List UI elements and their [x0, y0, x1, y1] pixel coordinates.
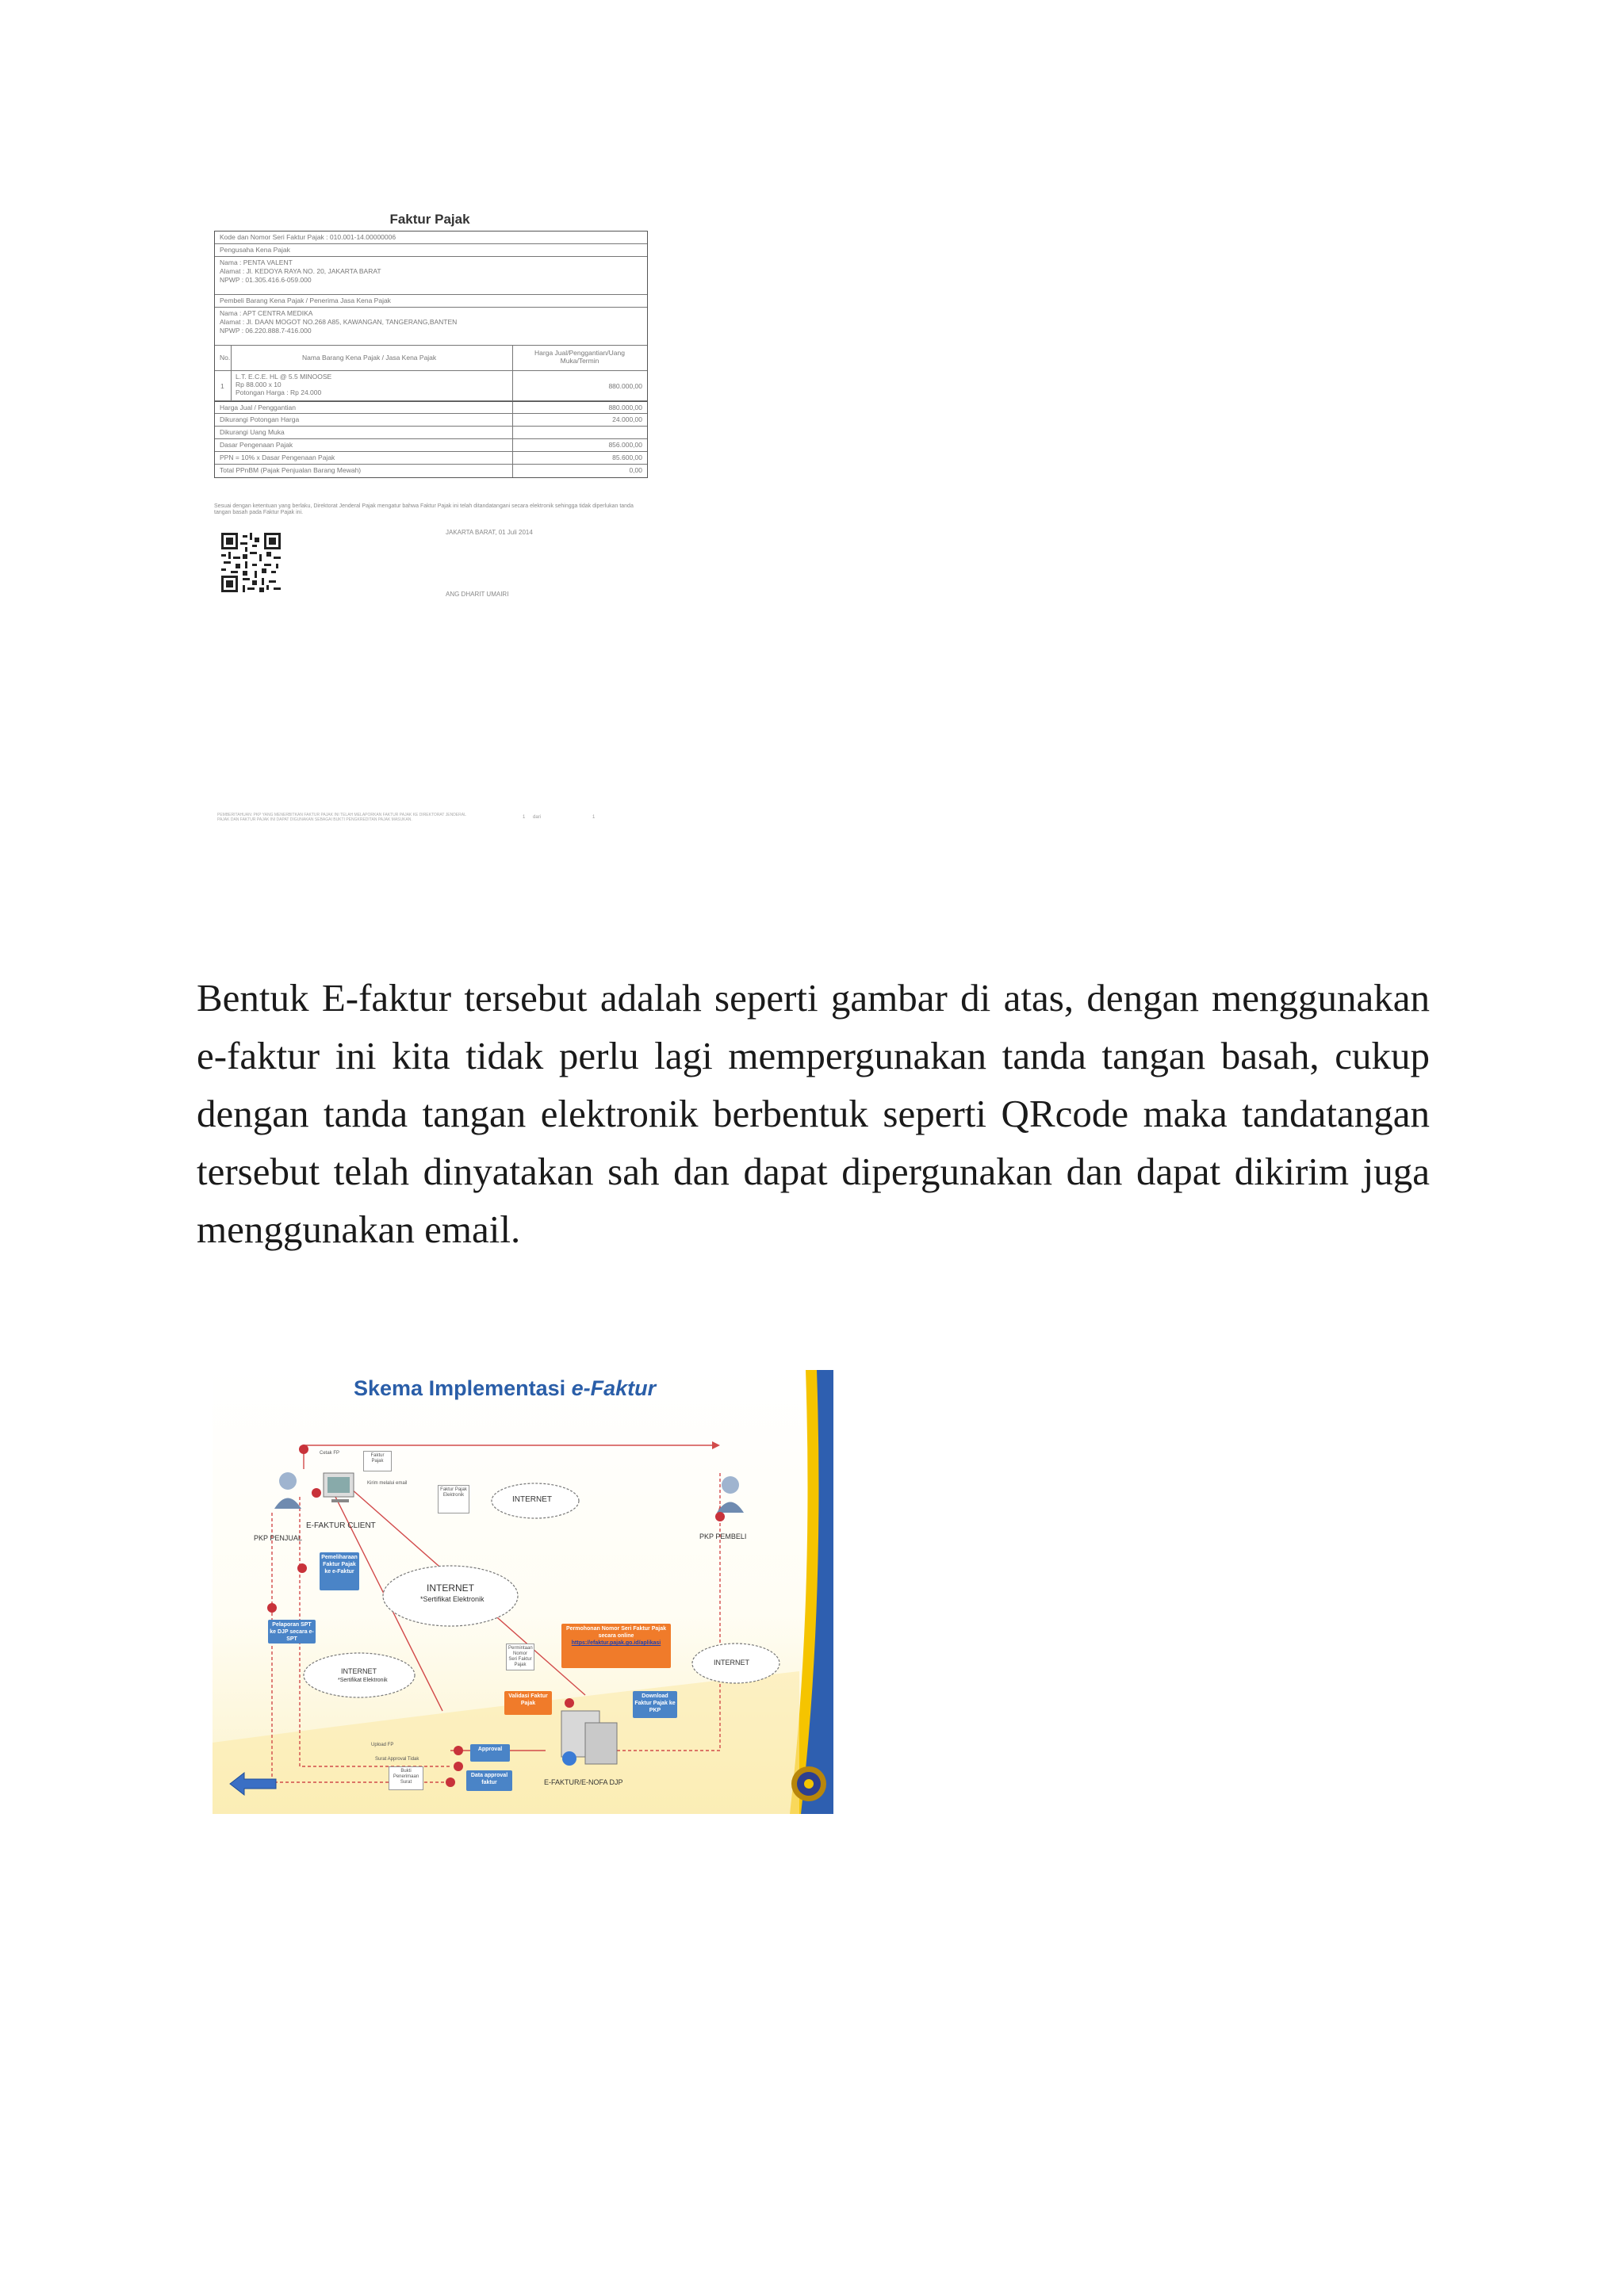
faktur-pkp-npwp: NPWP : 01.305.416.6-059.000	[220, 276, 312, 284]
faktur-table	[214, 231, 648, 478]
faktur-col-nama: Nama Barang Kena Pajak / Jasa Kena Pajak	[302, 354, 437, 362]
faktur-dpp: Dasar Pengenaan Pajak	[220, 441, 293, 449]
faktur-item-row	[215, 371, 647, 401]
server-label: E-FAKTUR/E-NOFA DJP	[544, 1778, 623, 1786]
internet-sub-2: *Sertifikat Elektronik	[420, 1595, 485, 1603]
permohonan-box	[561, 1624, 671, 1668]
internet-label-1: INTERNET	[512, 1495, 552, 1504]
faktur-item-potongan: Potongan Harga : Rp 24.000	[236, 388, 322, 396]
faktur-item-harga: 880.000,00	[608, 382, 642, 390]
faktur-row	[215, 308, 647, 346]
faktur-row	[215, 465, 647, 477]
faktur-item-no: 1	[220, 382, 224, 390]
faktur-page-total: 1	[592, 815, 596, 820]
faktur-uang-muka: Dikurangi Uang Muka	[220, 428, 285, 436]
body-paragraph: Bentuk E-faktur tersebut adalah seperti gambar di atas, dengan menggunakan e-faktur ini kita tidak perlu lagi mempergunakan tanda tangan basah, cukup dengan tanda tangan elektronik berbentuk seperti QRcode maka tandatangan tersebut telah dinyatakan sah dan dapat dipergunakan dan dapat dikirim juga menggunakan email.	[197, 976, 1430, 1251]
surat-approval-label: Surat Approval Tidak	[375, 1757, 419, 1762]
skema-diagram	[213, 1370, 833, 1814]
internet-label-3: INTERNET	[341, 1667, 377, 1675]
faktur-ppnbm-amt: 0,00	[629, 466, 642, 474]
faktur-row	[215, 401, 647, 414]
computer-icon	[324, 1473, 354, 1502]
faktur-row	[215, 244, 647, 257]
faktur-kode-seri: Kode dan Nomor Seri Faktur Pajak : 010.001-14.00000006	[220, 233, 396, 241]
faktur-ppn-amt: 85.600,00	[612, 453, 642, 461]
bukti-paper: Bukti Penerimaan Surat	[389, 1766, 423, 1790]
faktur-pkp-alamat: Alamat : Jl. KEDOYA RAYA NO. 20, JAKARTA BARAT	[220, 267, 381, 275]
skema-title-italic: e-Faktur	[571, 1376, 657, 1400]
internet-label-4: INTERNET	[714, 1659, 749, 1667]
notifikasi-box: Data approval faktur	[466, 1770, 512, 1791]
upload-fp-label: Upload FP	[371, 1743, 394, 1747]
permintaan-nsfp-paper: Permintaan Nomor Seri Faktur Pajak	[506, 1644, 534, 1670]
pelaporan-box: Pelaporan SPT ke DJP secara e-SPT	[268, 1620, 316, 1644]
faktur-item-qty: Rp 88.000 x 10	[236, 381, 282, 388]
pkp-pembeli-label: PKP PEMBELI	[699, 1533, 747, 1540]
faktur-pengusaha: Pengusaha Kena Pajak	[220, 246, 290, 254]
faktur-page-number: 1	[523, 815, 526, 820]
validasi-box: Validasi Faktur Pajak	[504, 1691, 552, 1715]
faktur-pajak-paper: Faktur Pajak	[363, 1451, 392, 1471]
faktur-note: Sesuai dengan ketentuan yang berlaku, Direktorat Jenderal Pajak mengatur bahwa Faktur Pajak ini telah ditandatangani secara elektronik sehingga tidak diperlukan tanda tangan basah pada Faktur Pajak ini.	[214, 503, 634, 515]
faktur-elektronik-paper: Faktur Pajak Elektronik	[438, 1485, 469, 1513]
faktur-pembeli-npwp: NPWP : 06.220.888.7-416.000	[220, 327, 312, 335]
faktur-row	[215, 414, 647, 427]
faktur-footer: PEMBERITAHUAN: PKP YANG MENERBITKAN FAKTUR PAJAK INI TELAH MELAPORKAN FAKTUR PAJAK KE DIREKTORAT JENDERAL PAJAK DAN FAKTUR PAJAK INI DAPAT DIGUNAKAN SEBAGAI BUKTI PENGKREDITAN PAJAK MASUKAN.	[217, 813, 466, 822]
qr-code-icon	[221, 533, 281, 592]
kirim-email-label: Kirim melalui email	[367, 1481, 408, 1486]
skema-implementasi-image	[213, 1370, 833, 1814]
person-icon	[717, 1476, 744, 1513]
faktur-row	[215, 257, 647, 295]
faktur-pembeli-nama: Nama : APT CENTRA MEDIKA	[220, 309, 313, 317]
faktur-col-harga: Harga Jual/Penggantian/Uang Muka/Termin	[534, 349, 625, 365]
faktur-row	[215, 452, 647, 465]
faktur-ppn: PPN = 10% x Dasar Pengenaan Pajak	[220, 453, 335, 461]
faktur-row	[215, 439, 647, 452]
logo-icon	[791, 1766, 826, 1801]
approval-box: Approval	[470, 1744, 510, 1762]
faktur-item-nama: L.T. E.C.E. HL @ 5.5 MINOOSE	[236, 373, 332, 381]
faktur-signer: ANG DHARIT UMAIRI	[446, 591, 509, 598]
permohonan-text: Permohonan Nomor Seri Faktur Pajak secara online	[565, 1626, 667, 1639]
faktur-header-row	[215, 346, 647, 371]
cetak-fp-label: Cetak FP	[320, 1451, 340, 1456]
pemeliharaan-box: Pemeliharaan Faktur Pajak ke e-Faktur	[320, 1552, 359, 1590]
faktur-pkp-nama: Nama : PENTA VALENT	[220, 258, 293, 266]
faktur-pembeli-alamat: Alamat : Jl. DAAN MOGOT NO.268 A85, KAWANGAN, TANGERANG,BANTEN	[220, 318, 458, 326]
faktur-row	[215, 427, 647, 439]
faktur-title: Faktur Pajak	[389, 212, 470, 227]
faktur-row	[215, 295, 647, 308]
faktur-pajak-image	[208, 202, 652, 836]
internet-sub-3: *Sertifikat Elektronik	[338, 1678, 388, 1683]
faktur-page-dari: dari	[533, 815, 542, 820]
faktur-col-no: No.	[220, 354, 231, 362]
skema-title-plain: Skema Implementasi	[354, 1376, 572, 1400]
faktur-ppnbm: Total PPnBM (Pajak Penjualan Barang Mewah)	[220, 466, 362, 474]
internet-label-2: INTERNET	[427, 1582, 474, 1594]
pkp-penjual-label: PKP PENJUAL	[254, 1534, 302, 1542]
faktur-city-date: JAKARTA BARAT, 01 Juli 2014	[446, 529, 533, 536]
efaktur-client-label: E-FAKTUR CLIENT	[306, 1521, 376, 1530]
faktur-harga-jual-amt: 880.000,00	[608, 404, 642, 411]
faktur-dpp-amt: 856.000,00	[608, 441, 642, 449]
permohonan-link[interactable]: https://efaktur.pajak.go.id/aplikasi	[571, 1640, 661, 1646]
faktur-row	[215, 232, 647, 244]
cloud-icon	[304, 1483, 779, 1697]
faktur-pembeli: Pembeli Barang Kena Pajak / Penerima Jasa Kena Pajak	[220, 297, 391, 304]
person-icon	[274, 1472, 301, 1509]
faktur-harga-jual: Harga Jual / Penggantian	[220, 404, 296, 411]
skema-title	[354, 1376, 656, 1401]
faktur-potongan-amt: 24.000,00	[612, 415, 642, 423]
download-box: Download Faktur Pajak ke PKP	[633, 1691, 677, 1718]
faktur-potongan: Dikurangi Potongan Harga	[220, 415, 300, 423]
